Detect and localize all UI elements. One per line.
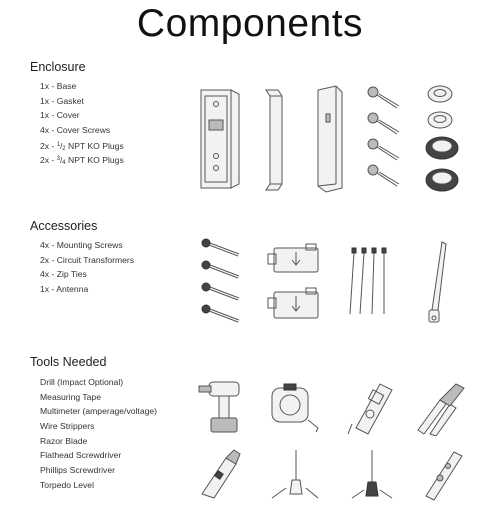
list-item: 4x - Mounting Screws bbox=[40, 240, 123, 250]
list-item: 2x - Circuit Transformers bbox=[40, 254, 135, 265]
drill-image bbox=[195, 378, 251, 436]
phillips-screwdriver-image bbox=[342, 446, 398, 502]
list-item: 1x - Gasket bbox=[40, 95, 84, 106]
list-item: Measuring Tape bbox=[40, 391, 101, 402]
flathead-screwdriver-image bbox=[266, 446, 322, 502]
ko-plugs-image bbox=[418, 80, 468, 195]
list-item: 1x - Base bbox=[40, 81, 77, 91]
list-item: Wire Strippers bbox=[40, 421, 95, 432]
list-item: Drill (Impact Optional) bbox=[40, 377, 124, 387]
razor-blade-image bbox=[196, 448, 246, 500]
enclosure-list bbox=[40, 79, 124, 167]
list-item: Phillips Screwdriver bbox=[40, 465, 115, 476]
list-item: Flathead Screwdriver bbox=[40, 450, 122, 461]
list-item: 1x - Antenna bbox=[40, 284, 89, 295]
list-item: 1x - Cover bbox=[40, 110, 80, 121]
gasket-image bbox=[260, 84, 290, 194]
mounting-screws-image bbox=[198, 236, 248, 331]
cover-screws-image bbox=[365, 82, 405, 192]
circuit-transformers-image bbox=[266, 240, 326, 330]
list-item: Razor Blade bbox=[40, 435, 88, 446]
measuring-tape-image bbox=[266, 382, 322, 436]
list-item: 2x - $^1$/2 NPT KO Plugs bbox=[40, 140, 124, 152]
multimeter-image bbox=[346, 378, 402, 436]
accessories-list bbox=[40, 238, 134, 297]
wire-strippers-image bbox=[410, 378, 470, 436]
tools-heading: Tools Needed bbox=[30, 355, 107, 369]
enclosure-heading: Enclosure bbox=[30, 60, 86, 74]
list-item: Torpedo Level bbox=[40, 479, 94, 490]
torpedo-level-image bbox=[418, 446, 468, 502]
zip-ties-image bbox=[344, 240, 394, 320]
accessories-heading: Accessories bbox=[30, 219, 98, 233]
cover-image bbox=[312, 84, 350, 194]
list-item: 2x - $^3$/4 NPT KO Plugs bbox=[40, 155, 124, 167]
list-item: 4x - Cover Screws bbox=[40, 125, 111, 136]
list-item: Multimeter (amperage/voltage) bbox=[40, 406, 158, 417]
list-item: 4x - Zip Ties bbox=[40, 269, 87, 280]
base-image bbox=[195, 82, 245, 192]
antenna-image bbox=[418, 238, 454, 330]
page-title: Components bbox=[136, 2, 364, 45]
tools-list bbox=[40, 375, 157, 493]
